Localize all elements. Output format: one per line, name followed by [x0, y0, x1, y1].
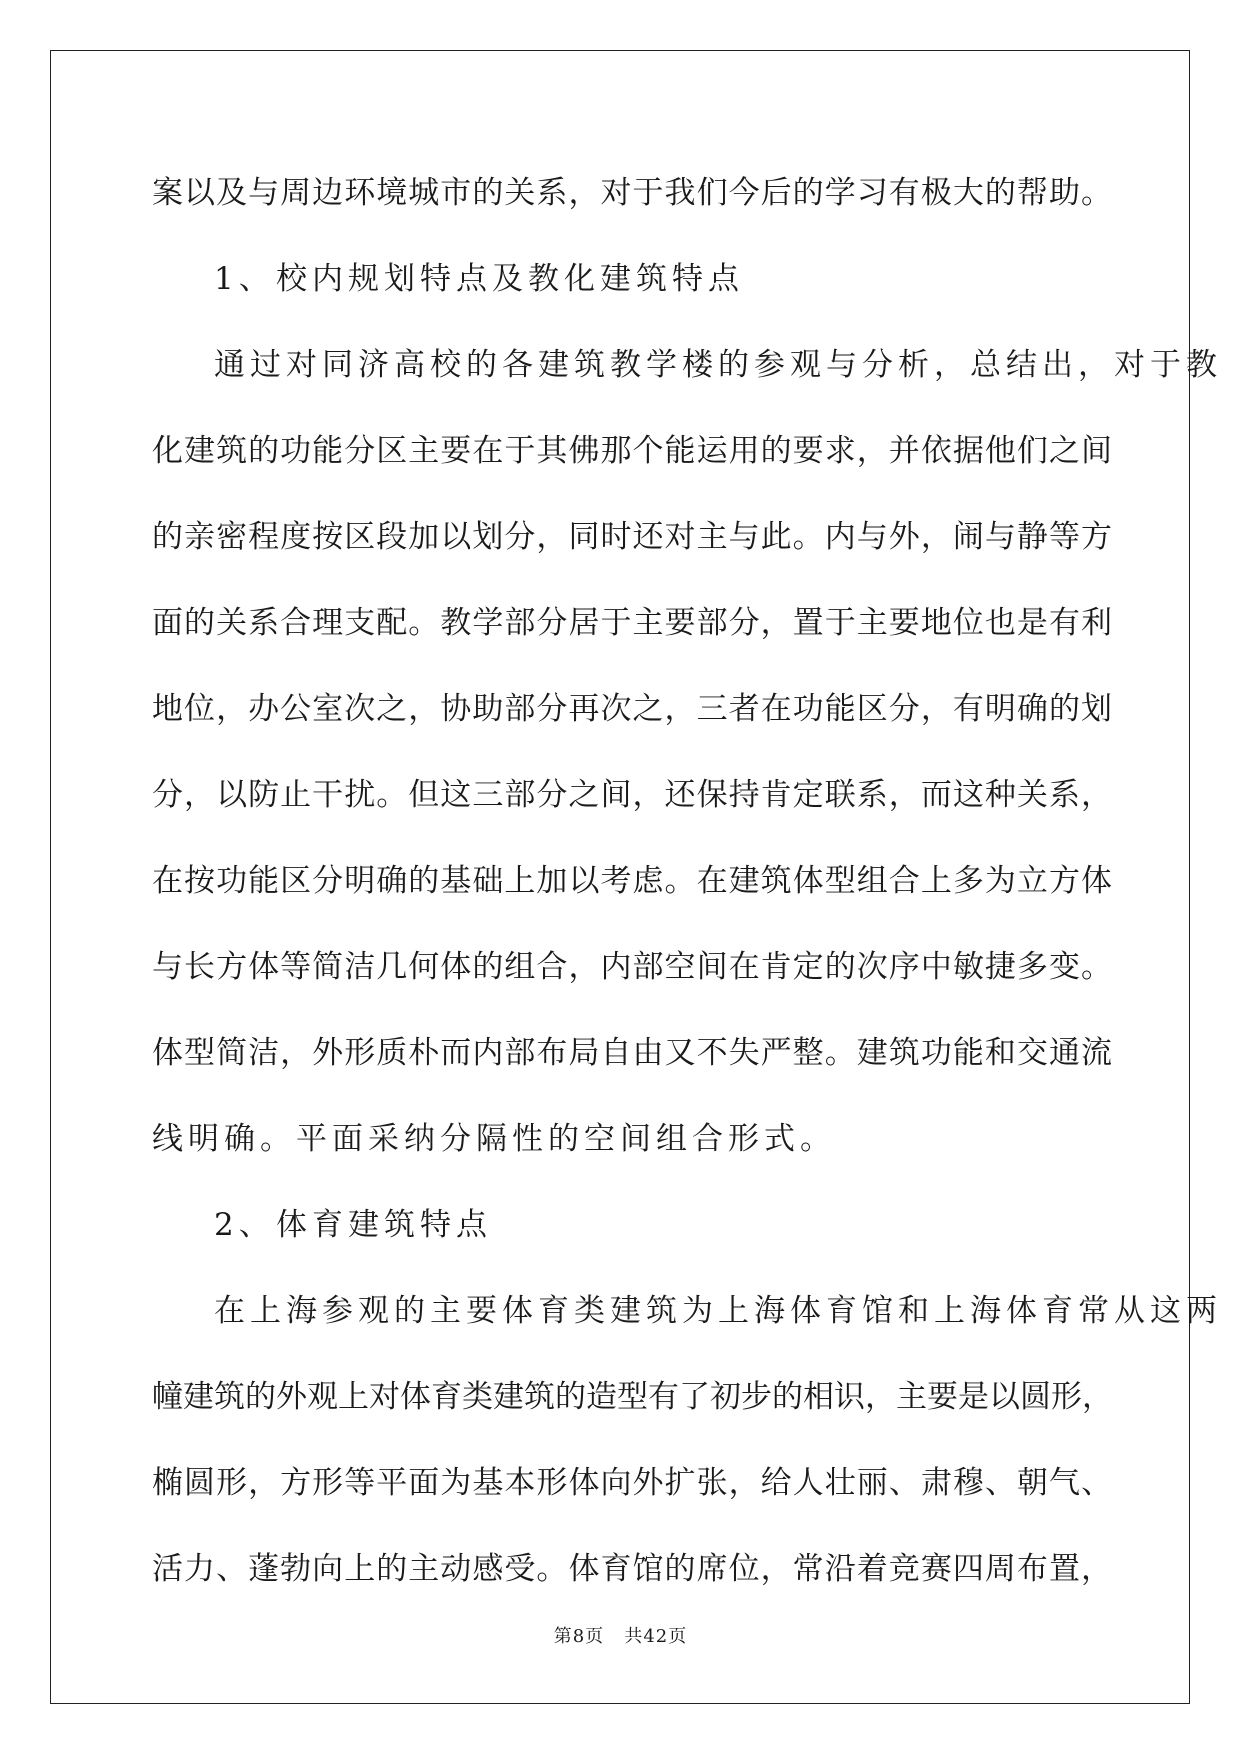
- section-heading-2: [152, 1182, 1112, 1268]
- page-total: 共42页: [624, 1626, 688, 1647]
- paragraph-line: 的亲密程度按区段加以划分，同时还对主与此。内与外，闹与静等方: [152, 519, 1112, 555]
- paragraph-line: 地位，办公室次之，协助部分再次之，三者在功能区分，有明确的划: [152, 691, 1112, 727]
- paragraph-line: 活力、蓬勃向上的主动感受。体育馆的席位，常沿着竞赛四周布置，: [152, 1551, 1112, 1587]
- page-number: 第8页: [553, 1626, 605, 1647]
- heading-text: 校内规划特点及教化建筑特点: [276, 261, 744, 297]
- section-heading-1: [152, 236, 1112, 322]
- page-footer: [0, 1622, 1241, 1648]
- paragraph-line: 面的关系合理支配。教学部分居于主要部分，置于主要地位也是有利: [152, 605, 1112, 641]
- paragraph-line: 通过对同济高校的各建筑教学楼的参观与分析，总结出，对于教: [214, 347, 1222, 383]
- paragraph-line: 在按功能区分明确的基础上加以考虑。在建筑体型组合上多为立方体: [152, 863, 1112, 899]
- paragraph-line: 在上海参观的主要体育类建筑为上海体育馆和上海体育常从这两: [214, 1293, 1222, 1329]
- document-body: [152, 150, 1222, 1612]
- paragraph-line: 线明确。平面采纳分隔性的空间组合形式。: [152, 1121, 836, 1157]
- paragraph-line: 分，以防止干扰。但这三部分之间，还保持肯定联系，而这种关系，: [152, 777, 1112, 813]
- paragraph-line: 幢建筑的外观上对体育类建筑的造型有了初步的相识，主要是以圆形，: [152, 1379, 1113, 1415]
- paragraph-line: 案以及与周边环境城市的关系，对于我们今后的学习有极大的帮助。: [152, 175, 1112, 211]
- paragraph-line: 化建筑的功能分区主要在于其佛那个能运用的要求，并依据他们之间: [152, 433, 1112, 469]
- heading-text: 体育建筑特点: [276, 1207, 492, 1243]
- paragraph-line: 与长方体等简洁几何体的组合，内部空间在肯定的次序中敏捷多变。: [152, 949, 1112, 985]
- paragraph-line: 体型简洁，外形质朴而内部布局自由又不失严整。建筑功能和交通流: [152, 1035, 1112, 1071]
- heading-number: 2、: [214, 1207, 275, 1243]
- paragraph-line: 椭圆形，方形等平面为基本形体向外扩张，给人壮丽、肃穆、朝气、: [152, 1465, 1112, 1501]
- heading-number: 1、: [214, 261, 275, 297]
